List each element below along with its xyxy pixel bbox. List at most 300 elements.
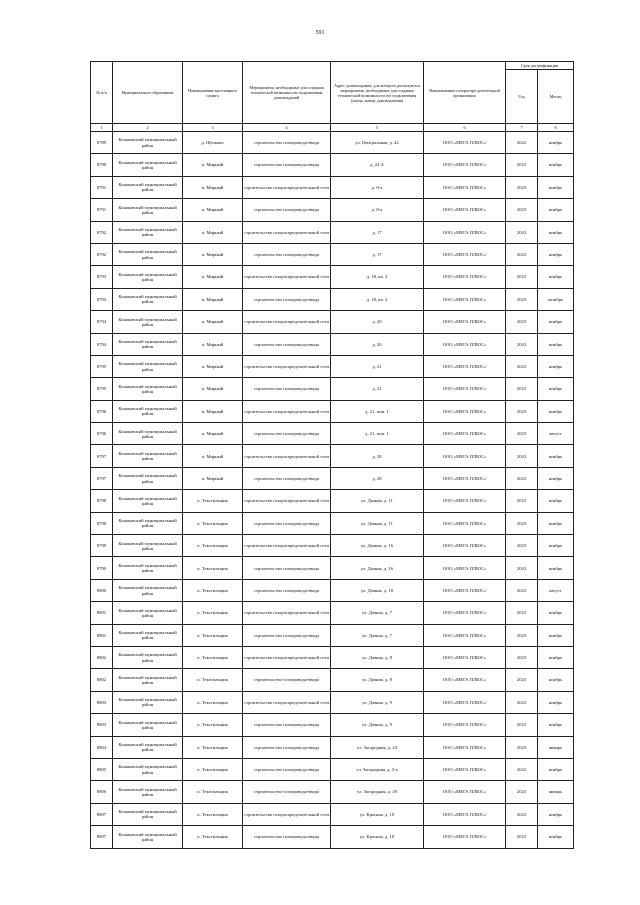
cell-year: 2023 <box>506 355 538 377</box>
cell-year: 2023 <box>506 288 538 310</box>
cell-locality: п. Мирный <box>183 378 243 400</box>
cell-locality: п. Мирный <box>183 333 243 355</box>
cell-municipality: Конаковский муниципальный район <box>113 512 183 534</box>
cell-month: ноябрь <box>538 154 574 176</box>
cell-locality: п. Мирный <box>183 400 243 422</box>
cell-address: ул. Дачная, д. 11 <box>331 512 424 534</box>
cell-year: 2022 <box>506 758 538 780</box>
cell-locality: п. Мирный <box>183 467 243 489</box>
cell-measure: строительство газопровода-ввода <box>243 736 331 758</box>
cell-address: ул. Дачная, д. 8 <box>331 646 424 668</box>
cell-row-number: 8794 <box>91 311 113 333</box>
cell-municipality: Конаковский муниципальный район <box>113 624 183 646</box>
cell-municipality: Конаковский муниципальный район <box>113 288 183 310</box>
cell-year: 2023 <box>506 423 538 445</box>
cell-month: январь <box>538 781 574 803</box>
table-row <box>91 400 574 422</box>
table-row <box>91 758 574 780</box>
cell-municipality: Конаковский муниципальный район <box>113 176 183 198</box>
cell-month: ноябрь <box>538 691 574 713</box>
cell-row-number: 8807 <box>91 803 113 825</box>
cell-locality: п. Текстильщик <box>183 557 243 579</box>
cell-locality: п. Мирный <box>183 221 243 243</box>
cell-address: ул. Дачная, д. 18 <box>331 579 424 601</box>
cell-organization: ООО «МЕГА ПЛЮС» <box>424 826 506 848</box>
cell-locality: п. Текстильщик <box>183 535 243 557</box>
table-row <box>91 333 574 355</box>
cell-month: ноябрь <box>538 445 574 467</box>
cell-year: 2023 <box>506 781 538 803</box>
cell-row-number: 8789 <box>91 132 113 154</box>
cell-measure: строительство газопровода-ввода <box>243 378 331 400</box>
cell-address: д. 20 <box>331 311 424 333</box>
cell-municipality: Конаковский муниципальный район <box>113 691 183 713</box>
table-row <box>91 535 574 557</box>
cell-measure: строительство газораспределительной сети <box>243 490 331 512</box>
cell-locality: п. Текстильщик <box>183 646 243 668</box>
cell-organization: ООО «МЕГА ПЛЮС» <box>424 132 506 154</box>
cell-month: ноябрь <box>538 758 574 780</box>
cell-municipality: Конаковский муниципальный район <box>113 423 183 445</box>
cell-locality: п. Текстильщик <box>183 803 243 825</box>
cell-organization: ООО «МЕГА ПЛЮС» <box>424 243 506 265</box>
cell-month: ноябрь <box>538 221 574 243</box>
cell-row-number: 8802 <box>91 646 113 668</box>
table-row <box>91 288 574 310</box>
cell-measure: строительство газораспределительной сети <box>243 803 331 825</box>
cell-month: октябрь <box>538 288 574 310</box>
cell-year: 2023 <box>506 512 538 534</box>
cell-year: 2023 <box>506 199 538 221</box>
cell-municipality: Конаковский муниципальный район <box>113 579 183 601</box>
cell-measure: строительство газопровода-ввода <box>243 758 331 780</box>
cell-year: 2023 <box>506 221 538 243</box>
cell-organization: ООО «МЕГА ПЛЮС» <box>424 579 506 601</box>
cell-address: д. 8-а <box>331 176 424 198</box>
table-row <box>91 602 574 624</box>
cell-organization: ООО «МЕГА ПЛЮС» <box>424 355 506 377</box>
cell-address: д. 17 <box>331 243 424 265</box>
cell-organization: ООО «МЕГА ПЛЮС» <box>424 311 506 333</box>
cell-measure: строительство газопровода-ввода <box>243 624 331 646</box>
column-number: 3 <box>183 124 243 132</box>
cell-locality: п. Мирный <box>183 243 243 265</box>
header-year: Год <box>506 70 538 124</box>
cell-address: ул. Дачная, д. 8 <box>331 669 424 691</box>
cell-municipality: Конаковский муниципальный район <box>113 400 183 422</box>
cell-address: ул. Дачная, д. 7 <box>331 624 424 646</box>
cell-measure: строительство газораспределительной сети <box>243 535 331 557</box>
cell-locality: п. Мирный <box>183 355 243 377</box>
cell-row-number: 8797 <box>91 445 113 467</box>
cell-measure: строительство газопровода-ввода <box>243 714 331 736</box>
cell-month: ноябрь <box>538 714 574 736</box>
cell-address: ул. Красная, д. 10 <box>331 826 424 848</box>
cell-municipality: Конаковский муниципальный район <box>113 646 183 668</box>
cell-municipality: Конаковский муниципальный район <box>113 826 183 848</box>
header-deadline-group: Срок догазификации <box>506 62 574 70</box>
cell-year: 2023 <box>506 266 538 288</box>
cell-locality: п. Мирный <box>183 311 243 333</box>
cell-measure: строительство газораспределительной сети <box>243 445 331 467</box>
cell-month: август <box>538 579 574 601</box>
cell-address: ул. Загородная, д. 3-а <box>331 758 424 780</box>
table-row <box>91 512 574 534</box>
cell-locality: п. Текстильщик <box>183 669 243 691</box>
cell-year: 2023 <box>506 736 538 758</box>
cell-organization: ООО «МЕГА ПЛЮС» <box>424 467 506 489</box>
cell-address: ул. Дачная, д. 9 <box>331 714 424 736</box>
gasification-table <box>90 61 574 849</box>
cell-month: ноябрь <box>538 132 574 154</box>
cell-organization: ООО «МЕГА ПЛЮС» <box>424 378 506 400</box>
cell-year: 2023 <box>506 400 538 422</box>
cell-month: январь <box>538 736 574 758</box>
cell-year: 2023 <box>506 646 538 668</box>
cell-row-number: 8792 <box>91 221 113 243</box>
table-row <box>91 423 574 445</box>
column-number: 1 <box>91 124 113 132</box>
cell-row-number: 8804 <box>91 736 113 758</box>
cell-organization: ООО «МЕГА ПЛЮС» <box>424 423 506 445</box>
table-row <box>91 154 574 176</box>
cell-organization: ООО «МЕГА ПЛЮС» <box>424 445 506 467</box>
cell-address: д. 18, кв. 2 <box>331 288 424 310</box>
cell-organization: ООО «МЕГА ПЛЮС» <box>424 691 506 713</box>
cell-year: 2023 <box>506 311 538 333</box>
cell-organization: ООО «МЕГА ПЛЮС» <box>424 176 506 198</box>
cell-locality: п. Мирный <box>183 266 243 288</box>
table-row <box>91 132 574 154</box>
cell-measure: строительство газопровода-ввода <box>243 512 331 534</box>
cell-row-number: 8799 <box>91 535 113 557</box>
cell-municipality: Конаковский муниципальный район <box>113 557 183 579</box>
column-number: 2 <box>113 124 183 132</box>
cell-locality: п. Мирный <box>183 288 243 310</box>
column-number-row <box>91 124 574 132</box>
cell-row-number: 8803 <box>91 691 113 713</box>
header-municipality: Муниципальное образование <box>113 62 183 124</box>
cell-measure: строительство газопровода-ввода <box>243 669 331 691</box>
cell-year: 2023 <box>506 602 538 624</box>
cell-address: д. 21 <box>331 355 424 377</box>
column-number: 5 <box>331 124 424 132</box>
cell-address: ул. Центральная, д. 42 <box>331 132 424 154</box>
cell-month: ноябрь <box>538 378 574 400</box>
cell-year: 2023 <box>506 714 538 736</box>
cell-row-number: 8797 <box>91 467 113 489</box>
cell-municipality: Конаковский муниципальный район <box>113 243 183 265</box>
cell-municipality: Конаковский муниципальный район <box>113 669 183 691</box>
table-row <box>91 579 574 601</box>
cell-month: ноябрь <box>538 669 574 691</box>
cell-locality: п. Текстильщик <box>183 691 243 713</box>
cell-organization: ООО «МЕГА ПЛЮС» <box>424 266 506 288</box>
cell-row-number: 8792 <box>91 243 113 265</box>
cell-municipality: Конаковский муниципальный район <box>113 490 183 512</box>
cell-municipality: Конаковский муниципальный район <box>113 467 183 489</box>
cell-month: ноябрь <box>538 826 574 848</box>
cell-measure: строительство газопровода-ввода <box>243 154 331 176</box>
cell-measure: строительство газораспределительной сети <box>243 602 331 624</box>
cell-address: ул. Дачная, д. 16 <box>331 535 424 557</box>
cell-locality: п. Текстильщик <box>183 602 243 624</box>
cell-organization: ООО «МЕГА ПЛЮС» <box>424 490 506 512</box>
table-row <box>91 490 574 512</box>
cell-month: ноябрь <box>538 557 574 579</box>
cell-measure: строительство газопровода-ввода <box>243 579 331 601</box>
cell-year: 2023 <box>506 445 538 467</box>
cell-month: ноябрь <box>538 400 574 422</box>
cell-row-number: 8805 <box>91 758 113 780</box>
cell-row-number: 8796 <box>91 400 113 422</box>
table-row <box>91 378 574 400</box>
header-month: Месяц <box>538 70 574 124</box>
cell-year: 2023 <box>506 826 538 848</box>
cell-municipality: Конаковский муниципальный район <box>113 535 183 557</box>
cell-municipality: Конаковский муниципальный район <box>113 132 183 154</box>
cell-address: д. 28 <box>331 445 424 467</box>
cell-month: ноябрь <box>538 467 574 489</box>
cell-municipality: Конаковский муниципальный район <box>113 199 183 221</box>
cell-locality: п. Мирный <box>183 176 243 198</box>
cell-municipality: Конаковский муниципальный район <box>113 221 183 243</box>
cell-month: ноябрь <box>538 266 574 288</box>
table-row <box>91 221 574 243</box>
cell-measure: строительство газораспределительной сети <box>243 355 331 377</box>
cell-row-number: 8799 <box>91 557 113 579</box>
cell-month: ноябрь <box>538 176 574 198</box>
table-row <box>91 826 574 848</box>
cell-organization: ООО «МЕГА ПЛЮС» <box>424 803 506 825</box>
cell-row-number: 8807 <box>91 826 113 848</box>
table-row <box>91 266 574 288</box>
cell-year: 2023 <box>506 243 538 265</box>
cell-measure: строительство газопровода-ввода <box>243 467 331 489</box>
cell-measure: строительство газораспределительной сети <box>243 646 331 668</box>
cell-locality: п. Текстильщик <box>183 624 243 646</box>
table-row <box>91 691 574 713</box>
cell-address: ул. Загородная, д. 24 <box>331 736 424 758</box>
cell-address: д. 17 <box>331 221 424 243</box>
header-measures: Мероприятия, необходимые для создания технической возможности подключения домовладений <box>243 62 331 124</box>
cell-row-number: 8803 <box>91 714 113 736</box>
cell-measure: строительство газопровода-ввода <box>243 781 331 803</box>
cell-organization: ООО «МЕГА ПЛЮС» <box>424 154 506 176</box>
column-number: 8 <box>538 124 574 132</box>
cell-address: ул. Загородная, д. 49 <box>331 781 424 803</box>
cell-organization: ООО «МЕГА ПЛЮС» <box>424 602 506 624</box>
cell-row-number: 8801 <box>91 624 113 646</box>
cell-locality: п. Мирный <box>183 445 243 467</box>
cell-municipality: Конаковский муниципальный район <box>113 758 183 780</box>
cell-row-number: 8790 <box>91 154 113 176</box>
header-address: Адрес домовладения, для которого реализуются мероприятия, необходимые для создания технической возможности его подключения (улица, номер домовладения) <box>331 62 424 124</box>
cell-municipality: Конаковский муниципальный район <box>113 378 183 400</box>
cell-address: д. 24 А <box>331 154 424 176</box>
table-row <box>91 624 574 646</box>
cell-locality: п. Мирный <box>183 423 243 445</box>
table-row <box>91 803 574 825</box>
header-locality: Наименование населенного пункта <box>183 62 243 124</box>
cell-row-number: 8791 <box>91 176 113 198</box>
cell-municipality: Конаковский муниципальный район <box>113 154 183 176</box>
cell-year: 2022 <box>506 132 538 154</box>
cell-month: ноябрь <box>538 646 574 668</box>
cell-municipality: Конаковский муниципальный район <box>113 311 183 333</box>
cell-month: ноябрь <box>538 803 574 825</box>
cell-measure: строительство газопровода-ввода <box>243 423 331 445</box>
cell-year: 2023 <box>506 669 538 691</box>
cell-year: 2023 <box>506 803 538 825</box>
cell-year: 2023 <box>506 154 538 176</box>
cell-row-number: 8796 <box>91 423 113 445</box>
cell-organization: ООО «МЕГА ПЛЮС» <box>424 736 506 758</box>
cell-measure: строительство газопровода-ввода <box>243 132 331 154</box>
table-row <box>91 646 574 668</box>
cell-year: 2023 <box>506 535 538 557</box>
table-row <box>91 445 574 467</box>
cell-measure: строительство газопровода-ввода <box>243 557 331 579</box>
cell-row-number: 8791 <box>91 199 113 221</box>
cell-month: ноябрь <box>538 333 574 355</box>
cell-address: ул. Дачная, д. 16 <box>331 557 424 579</box>
cell-month: ноябрь <box>538 602 574 624</box>
cell-municipality: Конаковский муниципальный район <box>113 602 183 624</box>
cell-organization: ООО «МЕГА ПЛЮС» <box>424 535 506 557</box>
cell-month: август <box>538 423 574 445</box>
cell-municipality: Конаковский муниципальный район <box>113 714 183 736</box>
cell-measure: строительство газораспределительной сети <box>243 311 331 333</box>
cell-row-number: 8795 <box>91 355 113 377</box>
header-org: Наименование газораспре-делительной организации <box>424 62 506 124</box>
cell-organization: ООО «МЕГА ПЛЮС» <box>424 400 506 422</box>
cell-locality: п. Текстильщик <box>183 781 243 803</box>
cell-organization: ООО «МЕГА ПЛЮС» <box>424 199 506 221</box>
cell-year: 2023 <box>506 691 538 713</box>
table-row <box>91 669 574 691</box>
column-number: 7 <box>506 124 538 132</box>
cell-measure: строительство газопровода-ввода <box>243 333 331 355</box>
cell-locality: п. Мирный <box>183 154 243 176</box>
cell-month: ноябрь <box>538 355 574 377</box>
cell-municipality: Конаковский муниципальный район <box>113 445 183 467</box>
table-row <box>91 714 574 736</box>
cell-address: д. 8-а <box>331 199 424 221</box>
cell-address: ул. Красная, д. 10 <box>331 803 424 825</box>
cell-address: д. 21 <box>331 378 424 400</box>
cell-organization: ООО «МЕГА ПЛЮС» <box>424 646 506 668</box>
cell-year: 2023 <box>506 333 538 355</box>
cell-row-number: 8793 <box>91 266 113 288</box>
cell-year: 2023 <box>506 579 538 601</box>
table-row <box>91 199 574 221</box>
header-no: № п/п <box>91 62 113 124</box>
cell-locality: п. Текстильщик <box>183 736 243 758</box>
cell-organization: ООО «МЕГА ПЛЮС» <box>424 557 506 579</box>
cell-municipality: Конаковский муниципальный район <box>113 355 183 377</box>
cell-row-number: 8798 <box>91 490 113 512</box>
table-row <box>91 311 574 333</box>
cell-year: 2023 <box>506 378 538 400</box>
cell-measure: строительство газораспределительной сети <box>243 176 331 198</box>
cell-address: ул. Дачная, д. 11 <box>331 490 424 512</box>
cell-locality: п. Текстильщик <box>183 579 243 601</box>
cell-address: д. 21, пом. 1 <box>331 400 424 422</box>
cell-organization: ООО «МЕГА ПЛЮС» <box>424 758 506 780</box>
table-body <box>91 132 574 849</box>
cell-locality: п. Текстильщик <box>183 826 243 848</box>
cell-municipality: Конаковский муниципальный район <box>113 266 183 288</box>
cell-organization: ООО «МЕГА ПЛЮС» <box>424 512 506 534</box>
cell-municipality: Конаковский муниципальный район <box>113 333 183 355</box>
cell-measure: строительство газораспределительной сети <box>243 266 331 288</box>
cell-row-number: 8798 <box>91 512 113 534</box>
table-row <box>91 557 574 579</box>
cell-month: ноябрь <box>538 199 574 221</box>
cell-year: 2023 <box>506 557 538 579</box>
cell-year: 2023 <box>506 467 538 489</box>
cell-address: д. 18, кв. 2 <box>331 266 424 288</box>
cell-row-number: 8794 <box>91 333 113 355</box>
cell-row-number: 8795 <box>91 378 113 400</box>
cell-organization: ООО «МЕГА ПЛЮС» <box>424 624 506 646</box>
cell-locality: п. Текстильщик <box>183 490 243 512</box>
cell-year: 2023 <box>506 624 538 646</box>
cell-organization: ООО «МЕГА ПЛЮС» <box>424 714 506 736</box>
cell-measure: строительство газопровода-ввода <box>243 288 331 310</box>
cell-address: ул. Дачная, д. 7 <box>331 602 424 624</box>
cell-measure: строительство газораспределительной сети <box>243 691 331 713</box>
cell-row-number: 8806 <box>91 781 113 803</box>
cell-organization: ООО «МЕГА ПЛЮС» <box>424 288 506 310</box>
table-row <box>91 355 574 377</box>
cell-year: 2023 <box>506 176 538 198</box>
cell-locality: п. Текстильщик <box>183 758 243 780</box>
table-row <box>91 781 574 803</box>
page-number: 591 <box>315 30 325 36</box>
cell-address: ул. Дачная, д. 9 <box>331 691 424 713</box>
cell-month: ноябрь <box>538 243 574 265</box>
column-number: 6 <box>424 124 506 132</box>
cell-row-number: 8793 <box>91 288 113 310</box>
table-row <box>91 736 574 758</box>
cell-month: ноябрь <box>538 512 574 534</box>
table-row <box>91 243 574 265</box>
cell-address: д. 28 <box>331 467 424 489</box>
cell-locality: п. Мирный <box>183 199 243 221</box>
cell-month: ноябрь <box>538 490 574 512</box>
cell-locality: д. Щелково <box>183 132 243 154</box>
cell-month: ноябрь <box>538 535 574 557</box>
cell-month: ноябрь <box>538 624 574 646</box>
cell-row-number: 8802 <box>91 669 113 691</box>
cell-measure: строительство газопровода-ввода <box>243 199 331 221</box>
column-number: 4 <box>243 124 331 132</box>
table-row <box>91 467 574 489</box>
cell-municipality: Конаковский муниципальный район <box>113 736 183 758</box>
cell-measure: строительство газопровода-ввода <box>243 243 331 265</box>
cell-organization: ООО «МЕГА ПЛЮС» <box>424 333 506 355</box>
table-row <box>91 176 574 198</box>
cell-address: д. 20 <box>331 333 424 355</box>
cell-municipality: Конаковский муниципальный район <box>113 781 183 803</box>
cell-measure: строительство газопровода-ввода <box>243 826 331 848</box>
cell-measure: строительство газораспределительной сети <box>243 400 331 422</box>
cell-row-number: 8801 <box>91 602 113 624</box>
cell-month: ноябрь <box>538 311 574 333</box>
cell-row-number: 8800 <box>91 579 113 601</box>
